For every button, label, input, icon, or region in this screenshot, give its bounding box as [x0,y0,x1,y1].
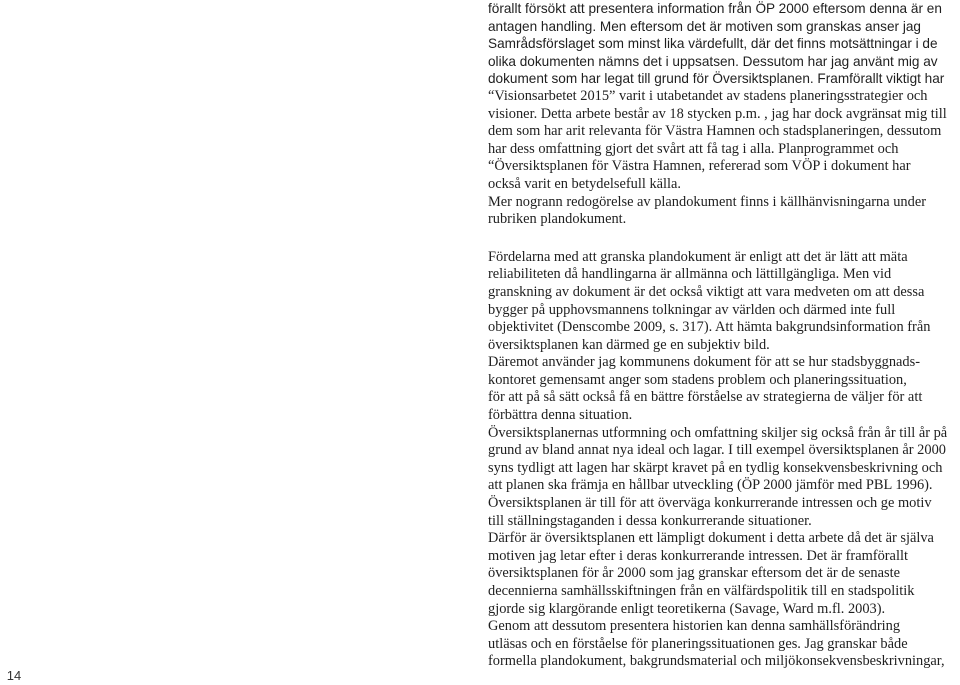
text-line: Fördelarna med att granska plandokument är enligt att det är lätt att mäta [488,248,908,265]
text-line: gjorde sig klargörande enligt teoretikerna (Savage, Ward m.fl. 2003). [488,600,886,617]
text-line: Översiktsplanen är till för att överväga konkurrerande intressen och ge motiv [488,495,932,512]
paragraph-sources [488,0,960,229]
text-line: “Översiktsplanen för Västra Hamnen, refererad som VÖP i dokument har [488,158,911,175]
text-line: motiven jag letar efter i deras konkurrerande intressen. Det är framförallt [488,547,908,564]
text-line: att planen ska främja en hållbar utveckling (ÖP 2000 jämför med PBL 1996). [488,477,933,494]
text-line: rubriken plandokument. [488,211,627,228]
text-line: Samrådsförslaget som minst lika värdefullt, där det finns motsättningar i de [488,36,938,52]
text-line: Mer nogrann redogörelse av plandokument finns i källhänvisningarna under [488,193,926,210]
text-line: översiktsplanen kan därmed ge en subjektiv bild. [488,336,770,353]
text-line: utläsas och en förståelse för planeringssituationen ges. Jag granskar både [488,635,908,652]
text-line: kontoret gemensamt anger som stadens problem och planeringssituation, [488,371,907,388]
text-line: förallt försökt att presentera information från ÖP 2000 eftersom denna är en [488,1,942,16]
text-column [488,0,960,671]
text-line: granskning av dokument är det också viktigt att vara medveten om att dessa [488,283,925,300]
text-line: dem som har arit relevanta för Västra Hamnen och stadsplaneringen, dessutom [488,123,942,140]
text-line: Därför är översiktsplanen ett lämpligt dokument i detta arbete då det är själva [488,530,934,547]
paragraph-gap [488,229,960,249]
text-line: förbättra denna situation. [488,407,633,424]
text-line: också varit en betydelsefull källa. [488,175,682,192]
text-line: grund av bland annat nya ideal och lagar. I till exempel översiktsplanen år 2000 [488,442,946,459]
text-line: översiktsplanen för år 2000 som jag granskar eftersom det är de senaste [488,565,900,582]
text-line: visioner. Detta arbete består av 18 stycken p.m. , jag har dock avgränsat mig till [488,105,947,122]
text-line: antagen handling. Men eftersom det är motiven som granskas anser jag [488,18,921,34]
text-line: Däremot använder jag kommunens dokument för att se hur stadsbyggnads- [488,354,921,371]
text-line: till ställningstaganden i dessa konkurrerande situationer. [488,512,812,529]
text-line: för att på så sätt också få en bättre förståelse av strategierna de väljer för att [488,389,923,406]
text-line: bygger på upphovsmannens tolkningar av världen och därmed inte full [488,301,896,318]
page-number: 14 [6,668,22,683]
text-line: Genom att dessutom presentera historien kan denna samhällsförändring [488,618,901,635]
text-line: decennierna samhällsskiftningen från en välfärdspolitik till en stadspolitik [488,583,915,599]
text-line: har dess omfattning gjort det svårt att få tag i alla. Planprogrammet och [488,140,899,157]
paragraph-method [488,249,960,671]
text-line: “Visionsarbetet 2015” varit i utabetandet av stadens planeringsstrategier och [488,87,928,104]
text-line: Översiktsplanernas utformning och omfattning skiljer sig också från år till år på [488,424,948,441]
text-line: formella plandokument, bakgrundsmaterial och miljökonsekvensbeskrivningar, [488,653,945,670]
text-line: reliabiliteten då handlingarna är allmänna och lättillgängliga. Men vid [488,266,892,283]
text-line: dokument som har legat till grund för Översiktsplanen. Framförallt viktigt har [488,71,945,87]
text-line: syns tydligt att lagen har skärpt kravet på en tydlig konsekvensbeskrivning och [488,459,943,476]
text-line: objektivitet (Denscombe 2009, s. 317). Att hämta bakgrundsinformation från [488,319,931,336]
text-line: olika dokumenten nämns det i uppsatsen. Dessutom har jag använt mig av [488,53,938,69]
